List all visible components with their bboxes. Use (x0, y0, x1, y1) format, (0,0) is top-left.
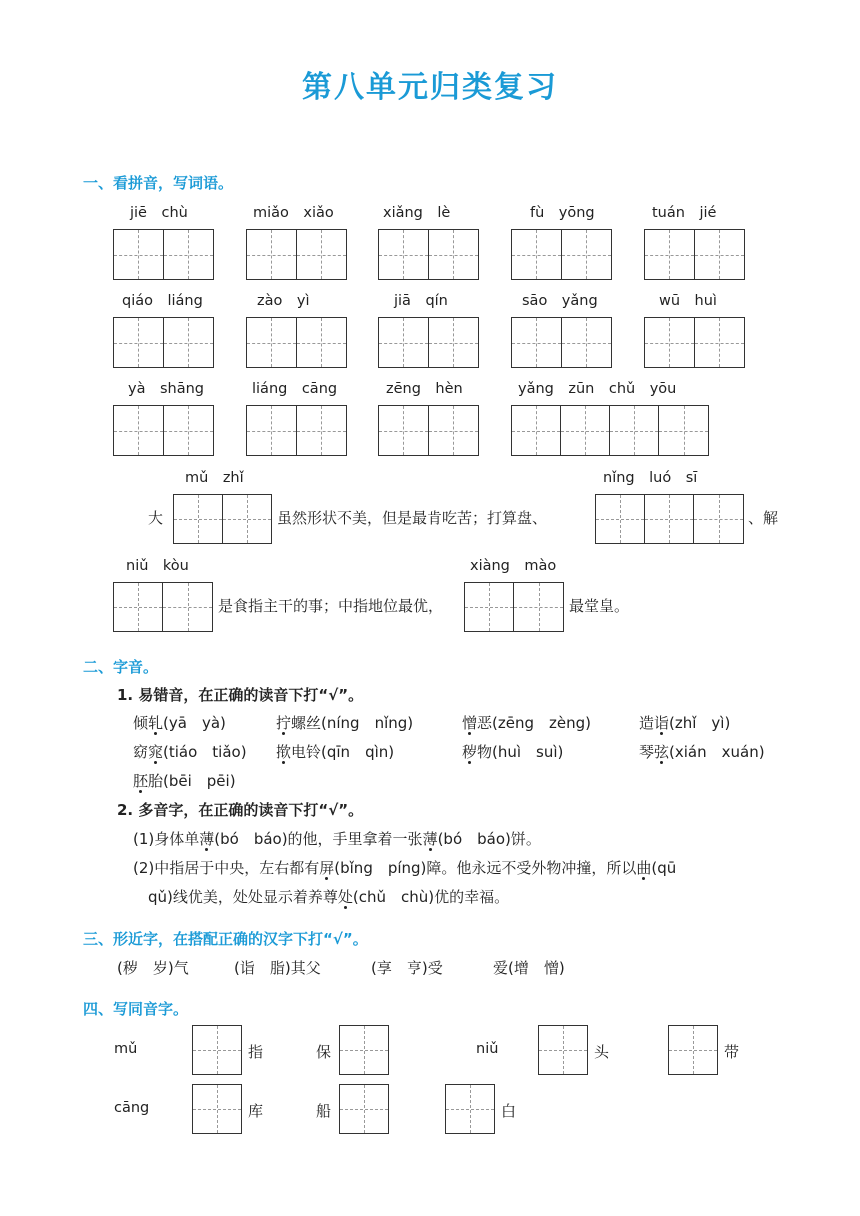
sentence-text: qǔ)线优美，处处显示着养尊处(chǔ chù)优的幸福。 (148, 888, 510, 906)
sentence-text: (2)中指居于中央，左右都有屏(bǐng píng)障。他永远不受外物冲撞，所以曲(qū (133, 859, 677, 877)
choice-item: (秽 岁)气 (117, 959, 189, 977)
writing-grid[interactable] (644, 229, 745, 280)
word-item: 窈窕(tiáo tiǎo) (133, 743, 247, 761)
pinyin-label: fù yōng (530, 205, 595, 221)
pinyin-label: zēng hèn (386, 381, 463, 397)
writing-grid[interactable] (246, 405, 347, 456)
writing-grid[interactable] (113, 317, 214, 368)
page-title: 第八单元归类复习 (302, 70, 558, 105)
pinyin-label: niǔ kòu (126, 558, 189, 574)
writing-grid[interactable] (595, 494, 744, 544)
pinyin-label: xiǎng lè (383, 205, 451, 221)
writing-box[interactable] (339, 1084, 389, 1134)
word-char: 库 (248, 1102, 264, 1120)
sentence-text: 大 (148, 509, 164, 527)
writing-box[interactable] (538, 1025, 588, 1075)
writing-box[interactable] (445, 1084, 495, 1134)
writing-grid[interactable] (378, 405, 479, 456)
question-1: 1. 易错音，在正确的读音下打“√”。 (117, 686, 364, 704)
pinyin-label: sāo yǎng (522, 293, 598, 309)
word-char: 白 (501, 1102, 517, 1120)
writing-grid[interactable] (246, 229, 347, 280)
sentence-text: 虽然形状不美，但是最肯吃苦；打算盘、 (277, 509, 548, 527)
pinyin-label: jiē chù (130, 205, 188, 221)
writing-grid[interactable] (113, 405, 214, 456)
word-char: 船 (316, 1102, 332, 1120)
choice-item: 爱(增 憎) (493, 959, 565, 977)
writing-grid[interactable] (173, 494, 272, 544)
writing-grid[interactable] (113, 582, 213, 632)
writing-box[interactable] (339, 1025, 389, 1075)
pinyin-label: liáng cāng (252, 381, 338, 397)
writing-grid[interactable] (246, 317, 347, 368)
pinyin-label: wū huì (659, 293, 717, 309)
pinyin-label: jiā qín (394, 293, 448, 309)
word-item: 倾轧(yā yà) (133, 714, 226, 732)
pinyin-label: niǔ (476, 1041, 499, 1057)
writing-grid[interactable] (511, 229, 612, 280)
section-3-heading: 三、形近字，在搭配正确的汉字下打“√”。 (83, 930, 368, 948)
section-4-heading: 四、写同音字。 (83, 1000, 189, 1018)
writing-box[interactable] (192, 1025, 242, 1075)
word-char: 头 (594, 1043, 610, 1061)
word-char: 指 (248, 1043, 264, 1061)
writing-box[interactable] (668, 1025, 718, 1075)
section-2-heading: 二、字音。 (83, 658, 159, 676)
pinyin-label: mǔ (114, 1041, 138, 1057)
pinyin-label: yǎng zūn chǔ yōu (518, 381, 677, 397)
choice-item: (享 亨)受 (371, 959, 443, 977)
word-item: 拧螺丝(níng nǐng) (276, 714, 414, 732)
writing-grid[interactable] (644, 317, 745, 368)
word-char: 保 (316, 1043, 332, 1061)
pinyin-label: nǐng luó sī (603, 470, 698, 486)
word-item: 胚胎(bēi pēi) (133, 772, 236, 790)
word-item: 琴弦(xián xuán) (639, 743, 765, 761)
writing-box[interactable] (192, 1084, 242, 1134)
word-item: 秽物(huì suì) (462, 743, 564, 761)
word-item: 憎恶(zēng zèng) (462, 714, 591, 732)
writing-grid[interactable] (378, 317, 479, 368)
pinyin-label: qiáo liáng (122, 293, 203, 309)
sentence-text: (1)身体单薄(bó báo)的他，手里拿着一张薄(bó báo)饼。 (133, 830, 541, 848)
writing-grid[interactable] (113, 229, 214, 280)
question-2: 2. 多音字，在正确的读音下打“√”。 (117, 801, 364, 819)
sentence-text: 最堂皇。 (569, 597, 630, 615)
word-item: 揿电铃(qīn qìn) (276, 743, 395, 761)
writing-grid[interactable] (464, 582, 564, 632)
word-item: 造诣(zhǐ yì) (639, 714, 731, 732)
pinyin-label: miǎo xiǎo (253, 205, 334, 221)
choice-item: (诣 脂)其父 (234, 959, 321, 977)
writing-grid[interactable] (511, 405, 709, 456)
pinyin-label: zào yì (257, 293, 310, 309)
pinyin-label: yà shāng (128, 381, 204, 397)
sentence-text: 是食指主干的事；中指地位最优， (218, 597, 444, 615)
sentence-text: 、解 (748, 509, 779, 527)
writing-grid[interactable] (511, 317, 612, 368)
word-char: 带 (724, 1043, 740, 1061)
pinyin-label: tuán jié (652, 205, 717, 221)
pinyin-label: cāng (114, 1100, 150, 1116)
writing-grid[interactable] (378, 229, 479, 280)
section-1-heading: 一、看拼音，写词语。 (83, 174, 234, 192)
pinyin-label: mǔ zhǐ (185, 470, 244, 486)
pinyin-label: xiàng mào (470, 558, 557, 574)
